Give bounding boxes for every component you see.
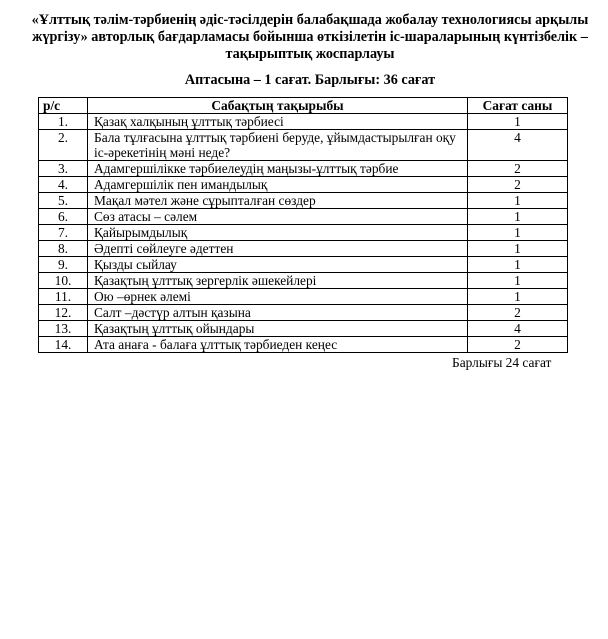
row-number: 9.	[39, 257, 88, 273]
row-topic: Сөз атасы – сәлем	[88, 209, 468, 225]
row-topic: Адамгершілікке тәрбиелеудің маңызы-ұлттық тәрбие	[88, 161, 468, 177]
row-topic: Ою –өрнек әлемі	[88, 289, 468, 305]
row-number: 1.	[39, 114, 88, 130]
row-hours: 1	[468, 241, 568, 257]
table-row	[39, 193, 568, 209]
row-hours: 1	[468, 193, 568, 209]
table-row	[39, 289, 568, 305]
table-row	[39, 225, 568, 241]
row-hours: 4	[468, 130, 568, 161]
row-number: 5.	[39, 193, 88, 209]
row-number: 7.	[39, 225, 88, 241]
document-subtitle: Аптасына – 1 сағат. Барлығы: 36 сағат	[184, 72, 436, 88]
row-number: 12.	[39, 305, 88, 321]
row-topic: Салт –дәстүр алтын қазына	[88, 305, 468, 321]
row-number: 13.	[39, 321, 88, 337]
table-body	[39, 114, 568, 353]
header-number: р/с	[39, 98, 88, 114]
row-hours: 2	[468, 337, 568, 353]
table-row	[39, 130, 568, 161]
row-topic: Қазақтың ұлттық зергерлік әшекейлері	[88, 273, 468, 289]
table-row	[39, 257, 568, 273]
table-row	[39, 177, 568, 193]
table-header-row	[39, 98, 568, 114]
row-number: 11.	[39, 289, 88, 305]
row-number: 4.	[39, 177, 88, 193]
row-number: 14.	[39, 337, 88, 353]
header-topic: Сабақтың тақырыбы	[88, 98, 468, 114]
row-number: 3.	[39, 161, 88, 177]
total-hours: Барлығы 24 сағат	[452, 355, 552, 370]
row-hours: 2	[468, 177, 568, 193]
row-topic: Ата анаға - балаға ұлттық тәрбиеден кеңес	[88, 337, 468, 353]
row-number: 6.	[39, 209, 88, 225]
row-topic: Қайырымдылық	[88, 225, 468, 241]
table-row	[39, 114, 568, 130]
table-row	[39, 161, 568, 177]
row-hours: 2	[468, 305, 568, 321]
lesson-plan-table	[38, 97, 568, 353]
row-topic: Бала тұлғасына ұлттық тәрбиені беруде, ұйымдастырылған оқу іс-әрекетінің мәні неде?	[88, 130, 468, 161]
table-row	[39, 209, 568, 225]
table-row	[39, 321, 568, 337]
table-row	[39, 337, 568, 353]
row-topic: Қазақтың ұлттық ойындары	[88, 321, 468, 337]
document-title: «Ұлттық тәлім-тәрбиенің әдіс-тәсілдерін балабақшада жобалау технологиясы арқылы жүргізу» авторлық бағдарламасы бойынша өткізілетін іс-шараларының күнтізбелік – тақырыптық жоспарлауы	[31, 12, 589, 62]
row-hours: 1	[468, 114, 568, 130]
row-number: 10.	[39, 273, 88, 289]
row-hours: 1	[468, 273, 568, 289]
table-row	[39, 305, 568, 321]
row-hours: 1	[468, 209, 568, 225]
header-hours: Сағат саны	[468, 98, 568, 114]
row-topic: Қызды сыйлау	[88, 257, 468, 273]
row-topic: Адамгершілік пен имандылық	[88, 177, 468, 193]
row-topic: Қазақ халқының ұлттық тәрбиесі	[88, 114, 468, 130]
row-topic: Әдепті сөйлеуге әдеттен	[88, 241, 468, 257]
table-row	[39, 241, 568, 257]
row-hours: 2	[468, 161, 568, 177]
row-hours: 4	[468, 321, 568, 337]
row-topic: Мақал мәтел және сұрыпталған сөздер	[88, 193, 468, 209]
row-hours: 1	[468, 225, 568, 241]
row-hours: 1	[468, 289, 568, 305]
row-hours: 1	[468, 257, 568, 273]
row-number: 8.	[39, 241, 88, 257]
row-number: 2.	[39, 130, 88, 161]
table-row	[39, 273, 568, 289]
